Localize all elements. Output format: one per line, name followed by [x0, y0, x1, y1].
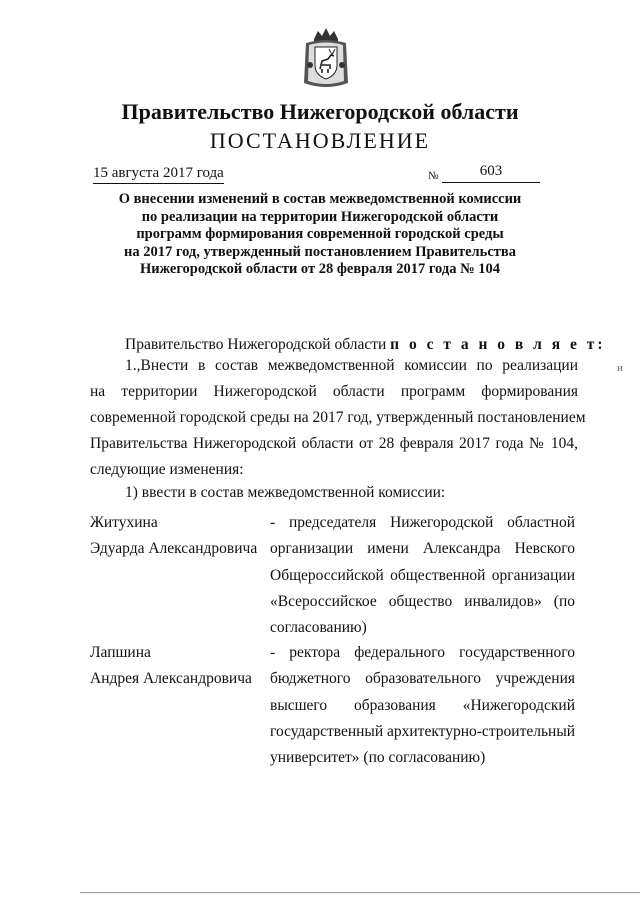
- member-given-names: Эдуарда Александровича: [90, 540, 258, 558]
- member-name: [90, 510, 270, 563]
- paragraph-line: современной городской среды на 2017 год, утвержденный постановлением: [90, 409, 586, 426]
- position-line: - ректора федерального государственного: [270, 644, 575, 661]
- subject-line: О внесении изменений в состав межведомственной комиссии: [118, 191, 522, 207]
- margin-mark: и: [617, 362, 623, 374]
- position-line: «Всероссийское общество инвалидов» (по: [270, 592, 575, 610]
- position-line: государственный архитектурно-строительный: [270, 722, 576, 740]
- member-position: [270, 510, 575, 641]
- document-subject: [80, 191, 560, 279]
- decree-prefix: Правительство Нижегородской области: [125, 336, 391, 353]
- subject-line: программ формирования современной городской среды: [136, 226, 504, 242]
- paragraph-1: [90, 353, 586, 483]
- subject-line: по реализации на территории Нижегородской области: [141, 208, 499, 225]
- subject-line: на 2017 год, утвержденный постановлением Правительства: [124, 243, 516, 260]
- member-position: [270, 640, 575, 771]
- government-name: Правительство Нижегородской области: [121, 99, 519, 124]
- paragraph-line: следующие изменения:: [90, 461, 244, 478]
- list-intro: 1) ввести в состав межведомственной комиссии:: [125, 484, 446, 501]
- subject-line: Нижегородской области от 28 февраля 2017 года № 104: [139, 261, 501, 277]
- coat-of-arms-icon: [300, 25, 352, 89]
- position-line: - председателя Нижегородской областной: [270, 514, 575, 531]
- position-line: Общероссийской общественной организации: [270, 566, 575, 584]
- document-date: 15 августа 2017 года: [93, 165, 224, 184]
- document-number: 603: [442, 163, 540, 183]
- document-type: ПОСТАНОВЛЕНИЕ: [209, 128, 431, 153]
- member-given-names: Андрея Александровича: [90, 670, 252, 688]
- number-label: №: [428, 170, 439, 182]
- paragraph-line: на территории Нижегородской области программ формирования: [90, 383, 578, 400]
- paragraph-line: 1.,Внести в состав межведомственной комиссии по реализации: [125, 357, 578, 374]
- position-line: согласованию): [270, 619, 367, 637]
- member-surname: Житухина: [90, 514, 158, 531]
- decree-word: п о с т а н о в л я е т:: [390, 336, 606, 353]
- position-line: высшего образования «Нижегородский: [270, 696, 575, 714]
- scan-edge-line: [80, 892, 640, 893]
- member-surname: Лапшина: [90, 644, 151, 661]
- position-line: бюджетного образовательного учреждения: [270, 670, 575, 688]
- paragraph-line: Правительства Нижегородской области от 28 февраля 2017 года № 104,: [90, 435, 578, 452]
- position-line: организации имени Александра Невского: [270, 540, 575, 558]
- position-line: университет» (по согласованию): [270, 749, 486, 767]
- decree-statement: [125, 336, 606, 354]
- member-name: [90, 640, 270, 693]
